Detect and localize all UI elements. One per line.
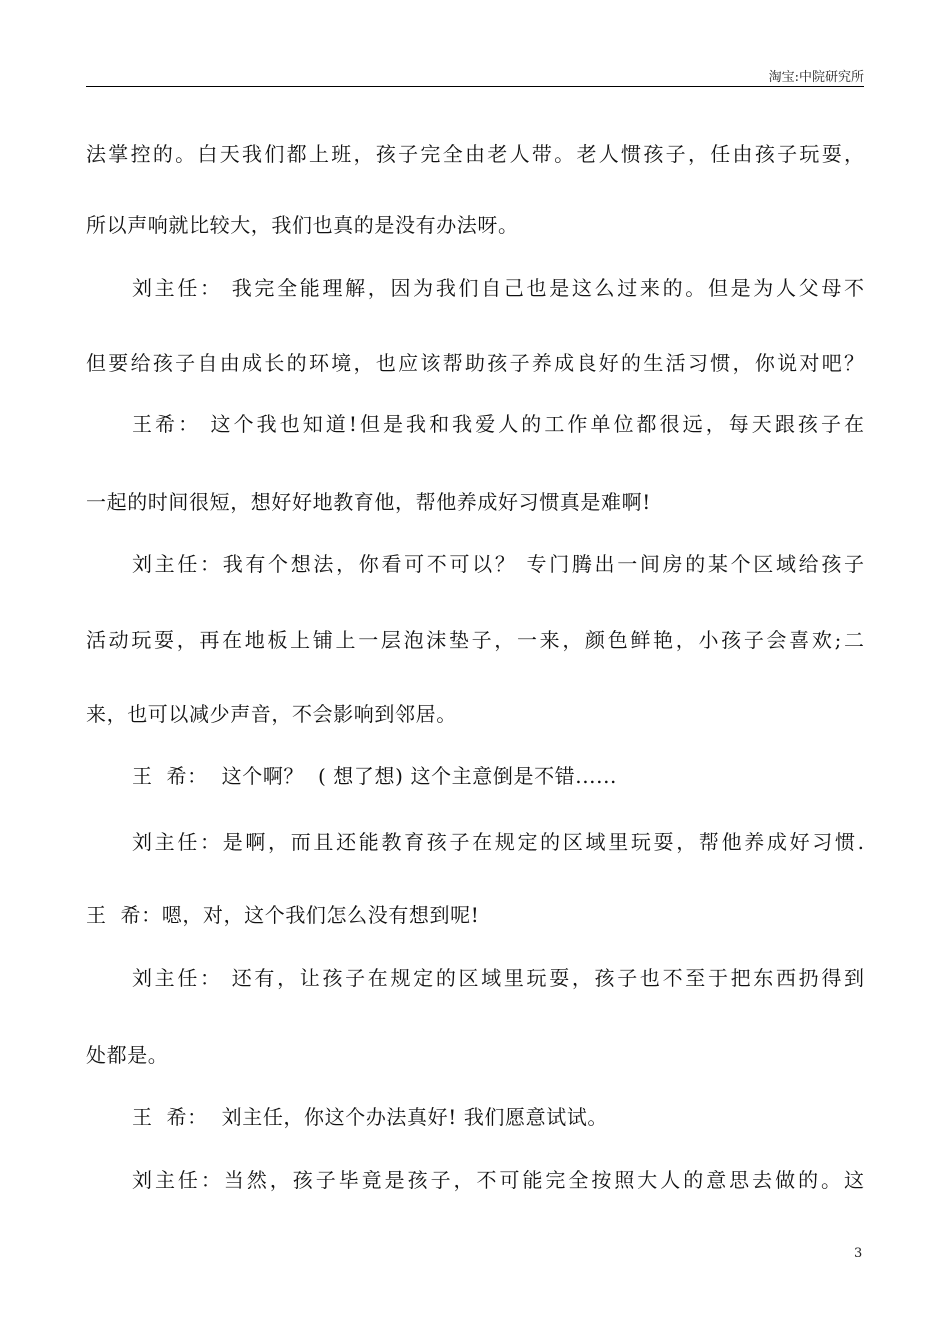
text-line: 刘主任：当然，孩子毕竟是孩子，不可能完全按照大人的意思去做的。这 (132, 1168, 864, 1192)
page-number: 3 (854, 1246, 863, 1261)
text-line: 刘主任：我有个想法，你看可不可以？ 专门腾出一间房的某个区域给孩子 (132, 552, 864, 576)
text-line: 刘主任： 还有，让孩子在规定的区域里玩耍，孩子也不至于把东西扔得到 (132, 966, 864, 990)
text-line: 刘主任：是啊，而且还能教育孩子在规定的区域里玩耍，帮他养成好习惯. (132, 830, 864, 854)
text-line: 王 希：嗯，对，这个我们怎么没有想到呢! (86, 903, 480, 927)
text-line: 刘主任： 我完全能理解，因为我们自己也是这么过来的。但是为人父母不 (132, 276, 864, 300)
page-header: 淘宝:中院研究所 (768, 70, 864, 85)
text-line: 法掌控的。白天我们都上班，孩子完全由老人带。老人惯孩子，任由孩子玩耍， (86, 142, 864, 166)
text-line: 来，也可以减少声音，不会影响到邻居。 (86, 702, 457, 726)
text-line: 但要给孩子自由成长的环境，也应该帮助孩子养成良好的生活习惯，你说对吧？ (86, 351, 864, 375)
text-line: 所以声响就比较大，我们也真的是没有办法呀。 (86, 213, 519, 237)
text-line: 活动玩耍，再在地板上铺上一层泡沫垫子，一来，颜色鲜艳，小孩子会喜欢;二 (86, 628, 864, 652)
text-line: 一起的时间很短，想好好地教育他，帮他养成好习惯真是难啊! (86, 490, 651, 514)
text-line: 王 希： 刘主任，你这个办法真好! 我们愿意试试。 (132, 1105, 609, 1129)
text-line: 王 希： 这个啊？ ( 想了想) 这个主意倒是不错...... (132, 764, 618, 788)
text-line: 王希： 这个我也知道!但是我和我爱人的工作单位都很远，每天跟孩子在 (132, 412, 864, 436)
header-divider (86, 86, 864, 87)
text-line: 处都是。 (86, 1043, 169, 1067)
